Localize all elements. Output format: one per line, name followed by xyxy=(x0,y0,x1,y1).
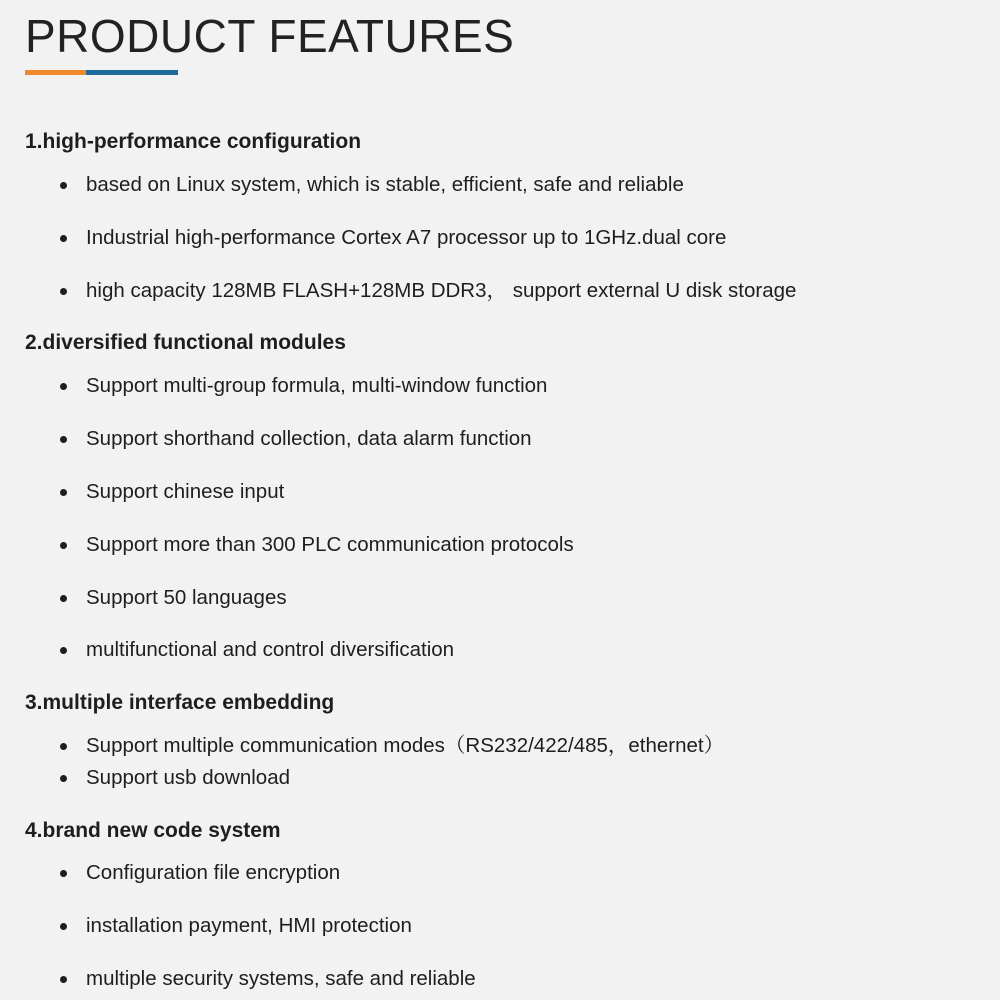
underline-blue-segment xyxy=(86,70,178,75)
list-item-text: Support multiple communication modes（RS232/422/485，ethernet） xyxy=(86,734,725,757)
section-heading: 4.brand new code system xyxy=(25,819,281,842)
title-underline xyxy=(25,70,178,75)
list-item-text: multifunctional and control diversification xyxy=(86,638,455,661)
bullet-icon xyxy=(60,743,67,750)
list-item xyxy=(60,637,454,663)
bullet-icon xyxy=(60,923,67,930)
list-item-text: Support multi-group formula, multi-window function xyxy=(86,374,548,397)
list-item-text: Support 50 languages xyxy=(86,586,287,609)
list-item-text: Configuration file encryption xyxy=(86,861,341,884)
bullet-icon xyxy=(60,489,67,496)
list-item xyxy=(60,913,412,939)
list-item-text: multiple security systems, safe and reliable xyxy=(86,967,476,990)
list-item xyxy=(60,172,684,198)
bullet-icon xyxy=(60,182,67,189)
list-item xyxy=(60,479,284,505)
list-item xyxy=(60,966,476,992)
bullet-icon xyxy=(60,595,67,602)
list-item-text: installation payment, HMI protection xyxy=(86,914,412,937)
list-item-text: high capacity 128MB FLASH+128MB DDR3， support external U disk storage xyxy=(86,279,797,302)
bullet-icon xyxy=(60,235,67,242)
list-item xyxy=(60,765,290,791)
list-item xyxy=(60,278,796,304)
list-item-text: Support chinese input xyxy=(86,480,285,503)
list-item xyxy=(60,585,287,611)
page-title: PRODUCT FEATURES xyxy=(25,10,515,62)
section-heading: 3.multiple interface embedding xyxy=(25,691,335,714)
list-item xyxy=(60,225,726,251)
bullet-icon xyxy=(60,436,67,443)
list-item-text: Support more than 300 PLC communication protocols xyxy=(86,533,574,556)
bullet-icon xyxy=(60,647,67,654)
list-item xyxy=(60,426,532,452)
bullet-icon xyxy=(60,383,67,390)
list-item-text: Support shorthand collection, data alarm function xyxy=(86,427,532,450)
list-item xyxy=(60,373,547,399)
bullet-icon xyxy=(60,775,67,782)
list-item xyxy=(60,532,574,558)
bullet-icon xyxy=(60,870,67,877)
section-heading: 1.high-performance configuration xyxy=(25,130,362,153)
list-item-text: Support usb download xyxy=(86,766,291,789)
list-item xyxy=(60,860,340,886)
list-item-text: based on Linux system, which is stable, efficient, safe and reliable xyxy=(86,173,684,196)
list-item xyxy=(60,733,724,759)
section-heading: 2.diversified functional modules xyxy=(25,331,346,354)
list-item-text: Industrial high-performance Cortex A7 processor up to 1GHz.dual core xyxy=(86,226,727,249)
bullet-icon xyxy=(60,542,67,549)
bullet-icon xyxy=(60,976,67,983)
bullet-icon xyxy=(60,288,67,295)
underline-orange-segment xyxy=(25,70,86,75)
